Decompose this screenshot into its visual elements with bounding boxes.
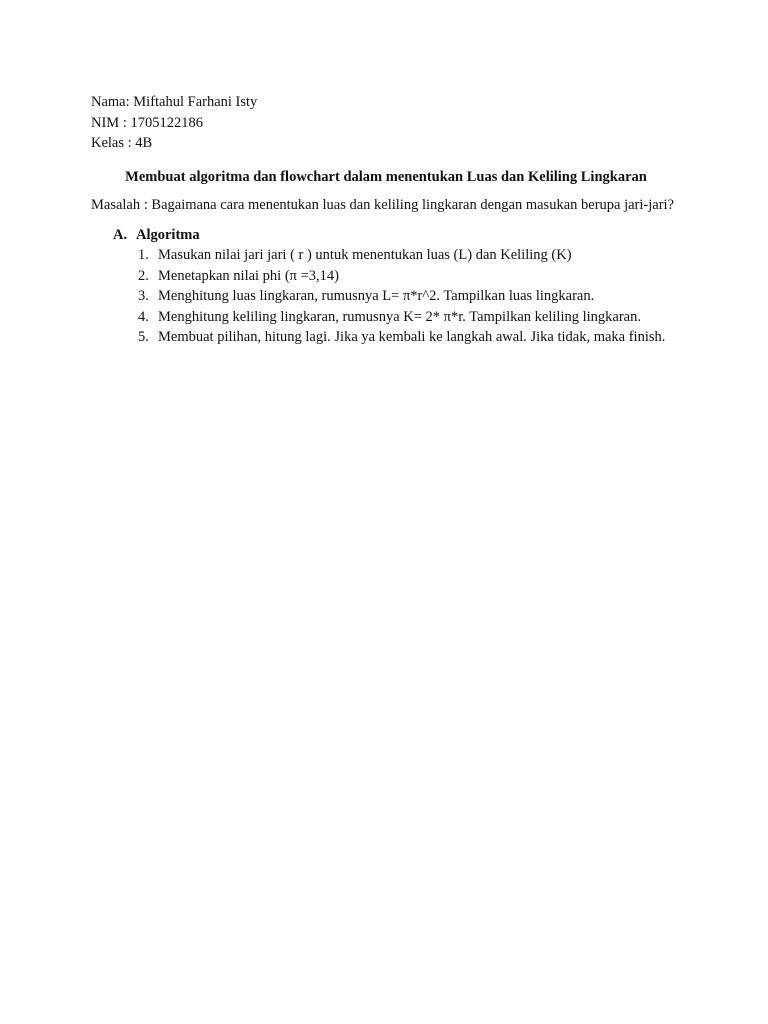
algorithm-step bbox=[91, 327, 681, 348]
step-text: Masukan nilai jari jari ( r ) untuk menentukan luas (L) dan Keliling (K) bbox=[158, 247, 572, 263]
document-page bbox=[91, 92, 681, 348]
step-number: 3. bbox=[138, 288, 149, 304]
student-nim: NIM : 1705122186 bbox=[91, 114, 203, 131]
step-text: Menghitung keliling lingkaran, rumusnya K= 2* π*r. Tampilkan keliling lingkaran. bbox=[158, 308, 641, 325]
algorithm-step bbox=[91, 266, 681, 287]
algorithm-step bbox=[91, 307, 681, 328]
student-class: Kelas : 4B bbox=[91, 135, 153, 151]
algorithm-steps bbox=[91, 245, 681, 348]
section-letter: A. bbox=[113, 226, 128, 243]
step-number: 5. bbox=[138, 329, 149, 345]
section-title: Algoritma bbox=[136, 226, 200, 243]
section-heading bbox=[91, 225, 681, 246]
algorithm-section bbox=[91, 225, 681, 348]
algorithm-step bbox=[91, 286, 681, 307]
step-text: Menetapkan nilai phi (π =3,14) bbox=[158, 267, 339, 284]
step-number: 2. bbox=[138, 267, 149, 284]
step-number: 4. bbox=[138, 308, 149, 325]
step-text: Menghitung luas lingkaran, rumusnya L= π*r^2. Tampilkan luas lingkaran. bbox=[158, 288, 595, 304]
problem-statement: Masalah : Bagaimana cara menentukan luas dan keliling lingkaran dengan masukan berupa jari-jari? bbox=[91, 197, 674, 213]
algorithm-step bbox=[91, 245, 681, 266]
student-info bbox=[91, 92, 681, 154]
step-number: 1. bbox=[138, 247, 149, 263]
student-name: Nama: Miftahul Farhani Isty bbox=[91, 94, 258, 110]
step-text: Membuat pilihan, hitung lagi. Jika ya kembali ke langkah awal. Jika tidak, maka finish. bbox=[158, 329, 666, 345]
document-title: Membuat algoritma dan flowchart dalam menentukan Luas dan Keliling Lingkaran bbox=[125, 168, 647, 185]
